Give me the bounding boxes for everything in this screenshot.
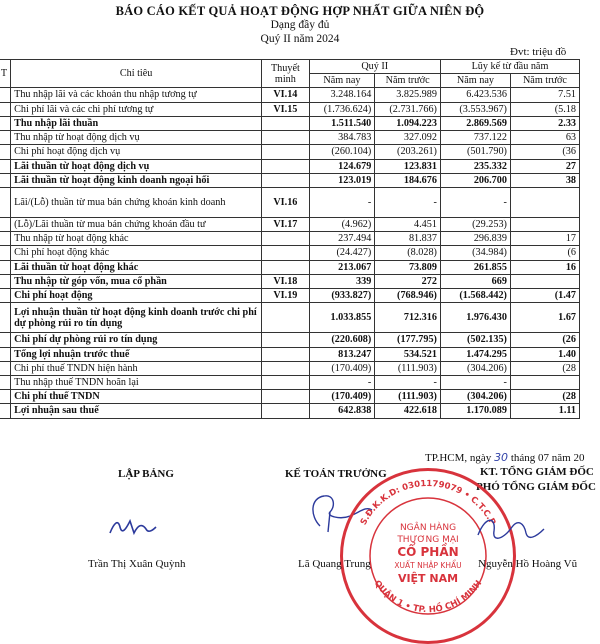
quarter-this-year-cell: (933.827) — [309, 289, 375, 303]
row-item-cell: Tổng lợi nhuận trước thuế — [11, 347, 262, 361]
quarter-last-year-cell: (768.946) — [375, 289, 441, 303]
row-number-cell — [0, 390, 11, 404]
row-item-cell: Chi phí hoạt động khác — [11, 246, 262, 260]
row-number-cell — [0, 145, 11, 159]
table-row — [0, 116, 580, 130]
ytd-last-year-cell: 63 — [510, 131, 579, 145]
row-number-cell — [0, 303, 11, 333]
stamp-ring-bottom: QUẬN 1 • TP. HỒ CHÍ MINH — [371, 578, 485, 616]
table-row — [0, 390, 580, 404]
quarter-this-year-cell: (4.962) — [309, 217, 375, 231]
quarter-last-year-cell: (111.903) — [375, 390, 441, 404]
col-header-ytd: Lũy kế từ đầu năm — [440, 60, 579, 74]
row-number-cell — [0, 404, 11, 418]
ytd-last-year-cell: (1.47 — [510, 289, 579, 303]
row-item-cell: Thu nhập lãi và các khoản thu nhập tương tự — [11, 88, 262, 102]
quarter-this-year-cell: 813.247 — [309, 347, 375, 361]
row-number-cell — [0, 131, 11, 145]
table-row — [0, 246, 580, 260]
ytd-this-year-cell: (304.206) — [440, 361, 510, 375]
unit-label: Đvt: triệu đồ — [510, 46, 567, 58]
ytd-this-year-cell: (502.135) — [440, 333, 510, 347]
quarter-last-year-cell: 422.618 — [375, 404, 441, 418]
row-note-cell: VI.15 — [262, 102, 309, 116]
row-note-cell — [262, 131, 309, 145]
company-stamp — [340, 468, 516, 644]
quarter-this-year-cell: (170.409) — [309, 361, 375, 375]
preparer-name: Trần Thị Xuân Quỳnh — [88, 558, 186, 570]
row-note-cell — [262, 246, 309, 260]
table-row — [0, 361, 580, 375]
ytd-last-year-cell — [510, 375, 579, 389]
row-note-cell: VI.19 — [262, 289, 309, 303]
row-number-cell — [0, 88, 11, 102]
report-title: BÁO CÁO KẾT QUẢ HOẠT ĐỘNG HỢP NHẤT GIỮA NIÊN ĐỘ — [115, 4, 485, 18]
accountant-name: Lã Quang Trung — [298, 558, 371, 570]
row-item-cell: Thu nhập từ góp vốn, mua cổ phần — [11, 274, 262, 288]
director-title-1: KT. TỔNG GIÁM ĐỐC — [480, 466, 594, 478]
quarter-this-year-cell: (260.104) — [309, 145, 375, 159]
quarter-last-year-cell: (8.028) — [375, 246, 441, 260]
quarter-last-year-cell: 1.094.223 — [375, 116, 441, 130]
row-number-cell — [0, 375, 11, 389]
ytd-this-year-cell: (1.568.442) — [440, 289, 510, 303]
director-name: Nguyễn Hồ Hoàng Vũ — [478, 558, 578, 570]
quarter-last-year-cell: (177.795) — [375, 333, 441, 347]
quarter-last-year-cell: 534.521 — [375, 347, 441, 361]
quarter-last-year-cell: 3.825.989 — [375, 88, 441, 102]
table-row — [0, 274, 580, 288]
table-row — [0, 404, 580, 418]
row-item-cell: Chi phí hoạt động dịch vụ — [11, 145, 262, 159]
quarter-last-year-cell: 272 — [375, 274, 441, 288]
ytd-last-year-cell: (28 — [510, 390, 579, 404]
table-row — [0, 173, 580, 187]
row-number-cell — [0, 102, 11, 116]
quarter-last-year-cell: 712.316 — [375, 303, 441, 333]
table-row — [0, 260, 580, 274]
table-row — [0, 232, 580, 246]
ytd-last-year-cell: 1.11 — [510, 404, 579, 418]
quarter-this-year-cell: 124.679 — [309, 159, 375, 173]
ytd-this-year-cell: 235.332 — [440, 159, 510, 173]
row-number-cell — [0, 232, 11, 246]
row-note-cell — [262, 260, 309, 274]
ytd-last-year-cell: 1.67 — [510, 303, 579, 333]
row-number-cell — [0, 274, 11, 288]
row-number-cell — [0, 187, 11, 217]
table-row — [0, 347, 580, 361]
row-note-cell — [262, 116, 309, 130]
row-number-cell — [0, 217, 11, 231]
ytd-this-year-cell: (29.253) — [440, 217, 510, 231]
row-item-cell: Lãi thuần từ hoạt động dịch vụ — [11, 159, 262, 173]
row-number-cell — [0, 159, 11, 173]
ytd-last-year-cell: 7.51 — [510, 88, 579, 102]
director-signature-icon — [470, 505, 560, 555]
stamp-line-5: VIỆT NAM — [397, 572, 459, 585]
row-item-cell: Lãi/(Lỗ) thuần từ mua bán chứng khoán kinh doanh — [11, 187, 262, 217]
quarter-this-year-cell: 237.494 — [309, 232, 375, 246]
quarter-last-year-cell: 73.809 — [375, 260, 441, 274]
income-statement-table — [0, 59, 580, 419]
ytd-last-year-cell — [510, 274, 579, 288]
row-item-cell: Chi phí dự phòng rủi ro tín dụng — [11, 333, 262, 347]
table-row — [0, 375, 580, 389]
row-note-cell — [262, 404, 309, 418]
row-number-cell — [0, 347, 11, 361]
ytd-this-year-cell: (34.984) — [440, 246, 510, 260]
report-period: Quý II năm 2024 — [260, 33, 340, 45]
ytd-this-year-cell: 737.122 — [440, 131, 510, 145]
ytd-last-year-cell: 27 — [510, 159, 579, 173]
ytd-this-year-cell: (3.553.967) — [440, 102, 510, 116]
ytd-last-year-cell: 17 — [510, 232, 579, 246]
ytd-last-year-cell: (36 — [510, 145, 579, 159]
row-item-cell: Lợi nhuận thuần từ hoạt động kinh doanh trước chi phí dự phòng rủi ro tín dụng — [11, 303, 262, 333]
stamp-line-4: XUẤT NHẬP KHẨU — [394, 561, 462, 570]
ytd-last-year-cell: 16 — [510, 260, 579, 274]
row-note-cell — [262, 375, 309, 389]
row-note-cell — [262, 303, 309, 333]
table-row — [0, 187, 580, 217]
quarter-this-year-cell: 642.838 — [309, 404, 375, 418]
quarter-this-year-cell: (220.608) — [309, 333, 375, 347]
col-header-quarter: Quý II — [309, 60, 440, 74]
ytd-last-year-cell: (28 — [510, 361, 579, 375]
quarter-last-year-cell: (203.261) — [375, 145, 441, 159]
ytd-this-year-cell: - — [440, 187, 510, 217]
row-note-cell: VI.14 — [262, 88, 309, 102]
row-item-cell: Thu nhập từ hoạt động khác — [11, 232, 262, 246]
ytd-this-year-cell: 261.855 — [440, 260, 510, 274]
quarter-last-year-cell: 327.092 — [375, 131, 441, 145]
quarter-last-year-cell: 4.451 — [375, 217, 441, 231]
col-header-quarter-last-year: Năm trước — [375, 74, 441, 88]
ytd-this-year-cell: (501.790) — [440, 145, 510, 159]
quarter-last-year-cell: 81.837 — [375, 232, 441, 246]
report-subtitle: Dạng đầy đủ — [270, 19, 330, 31]
ytd-this-year-cell: 296.839 — [440, 232, 510, 246]
quarter-this-year-cell: (1.736.624) — [309, 102, 375, 116]
row-note-cell: VI.17 — [262, 217, 309, 231]
row-note-cell — [262, 159, 309, 173]
row-item-cell: Lãi thuần từ hoạt động khác — [11, 260, 262, 274]
row-number-cell — [0, 289, 11, 303]
row-item-cell: Thu nhập thuế TNDN hoãn lại — [11, 375, 262, 389]
quarter-last-year-cell: 184.676 — [375, 173, 441, 187]
quarter-this-year-cell: 213.067 — [309, 260, 375, 274]
signing-date: TP.HCM, ngày 30 tháng 07 năm 20 — [425, 451, 585, 464]
row-note-cell — [262, 347, 309, 361]
quarter-this-year-cell: - — [309, 375, 375, 389]
accountant-title: KẾ TOÁN TRƯỞNG — [285, 468, 387, 480]
ytd-this-year-cell: 6.423.536 — [440, 88, 510, 102]
ytd-last-year-cell: 1.40 — [510, 347, 579, 361]
row-item-cell: Chi phí lãi và các chi phí tương tự — [11, 102, 262, 116]
ytd-this-year-cell: 1.976.430 — [440, 303, 510, 333]
table-row — [0, 145, 580, 159]
ytd-last-year-cell: (6 — [510, 246, 579, 260]
row-item-cell: Chi phí hoạt động — [11, 289, 262, 303]
row-note-cell — [262, 390, 309, 404]
stamp-line-2: THƯƠNG MẠI — [397, 535, 459, 545]
ytd-this-year-cell: 2.869.569 — [440, 116, 510, 130]
col-header-ytd-this-year: Năm nay — [440, 74, 510, 88]
ytd-last-year-cell: (26 — [510, 333, 579, 347]
row-item-cell: Thu nhập lãi thuần — [11, 116, 262, 130]
row-note-cell — [262, 361, 309, 375]
quarter-last-year-cell: - — [375, 187, 441, 217]
table-row — [0, 102, 580, 116]
quarter-this-year-cell: (24.427) — [309, 246, 375, 260]
row-number-cell — [0, 361, 11, 375]
quarter-this-year-cell: 384.783 — [309, 131, 375, 145]
ytd-this-year-cell: 206.700 — [440, 173, 510, 187]
row-number-cell — [0, 246, 11, 260]
row-number-cell — [0, 116, 11, 130]
row-note-cell — [262, 173, 309, 187]
table-row — [0, 303, 580, 333]
col-header-ytd-last-year: Năm trước — [510, 74, 579, 88]
ytd-last-year-cell — [510, 217, 579, 231]
col-header-item: Chỉ tiêu — [11, 60, 262, 88]
ytd-last-year-cell: 38 — [510, 173, 579, 187]
quarter-last-year-cell: - — [375, 375, 441, 389]
quarter-this-year-cell: 1.511.540 — [309, 116, 375, 130]
preparer-signature-icon — [100, 505, 160, 545]
row-note-cell — [262, 145, 309, 159]
row-number-cell — [0, 333, 11, 347]
row-note-cell: VI.16 — [262, 187, 309, 217]
table-row — [0, 217, 580, 231]
row-number-cell — [0, 260, 11, 274]
ytd-last-year-cell — [510, 187, 579, 217]
director-title-2: PHÓ TỔNG GIÁM ĐỐC — [476, 481, 596, 493]
row-item-cell: Lãi thuần từ hoạt động kinh doanh ngoại hối — [11, 173, 262, 187]
stamp-line-3: CỔ PHẦN — [397, 545, 459, 559]
ytd-last-year-cell: (5.18 — [510, 102, 579, 116]
row-item-cell: Chi phí thuế TNDN hiện hành — [11, 361, 262, 375]
row-number-cell — [0, 173, 11, 187]
row-note-cell — [262, 232, 309, 246]
ytd-last-year-cell: 2.33 — [510, 116, 579, 130]
row-item-cell: Chi phí thuế TNDN — [11, 390, 262, 404]
quarter-last-year-cell: 123.831 — [375, 159, 441, 173]
row-item-cell: Thu nhập từ hoạt động dịch vụ — [11, 131, 262, 145]
stamp-line-1: NGÂN HÀNG — [399, 523, 457, 533]
table-row — [0, 88, 580, 102]
ytd-this-year-cell: 1.170.089 — [440, 404, 510, 418]
quarter-last-year-cell: (2.731.766) — [375, 102, 441, 116]
ytd-this-year-cell: (304.206) — [440, 390, 510, 404]
table-row — [0, 333, 580, 347]
quarter-this-year-cell: 123.019 — [309, 173, 375, 187]
quarter-this-year-cell: 339 — [309, 274, 375, 288]
col-header-note: Thuyết minh — [262, 60, 309, 88]
ytd-this-year-cell: 669 — [440, 274, 510, 288]
quarter-this-year-cell: (170.409) — [309, 390, 375, 404]
ytd-this-year-cell: 1.474.295 — [440, 347, 510, 361]
quarter-this-year-cell: - — [309, 187, 375, 217]
ytd-this-year-cell: - — [440, 375, 510, 389]
col-header-quarter-this-year: Năm nay — [309, 74, 375, 88]
quarter-last-year-cell: (111.903) — [375, 361, 441, 375]
quarter-this-year-cell: 3.248.164 — [309, 88, 375, 102]
stamp-ring-top: S.Đ.K.K.D: 0301179079 • C.T.C.P — [358, 478, 498, 527]
quarter-this-year-cell: 1.033.855 — [309, 303, 375, 333]
table-row — [0, 159, 580, 173]
row-note-cell — [262, 333, 309, 347]
col-header-no: T — [0, 60, 11, 88]
row-note-cell: VI.18 — [262, 274, 309, 288]
table-row — [0, 289, 580, 303]
row-item-cell: (Lỗ)/Lãi thuần từ mua bán chứng khoán đầu tư — [11, 217, 262, 231]
table-row — [0, 131, 580, 145]
row-item-cell: Lợi nhuận sau thuế — [11, 404, 262, 418]
preparer-title: LẬP BẢNG — [118, 468, 174, 480]
